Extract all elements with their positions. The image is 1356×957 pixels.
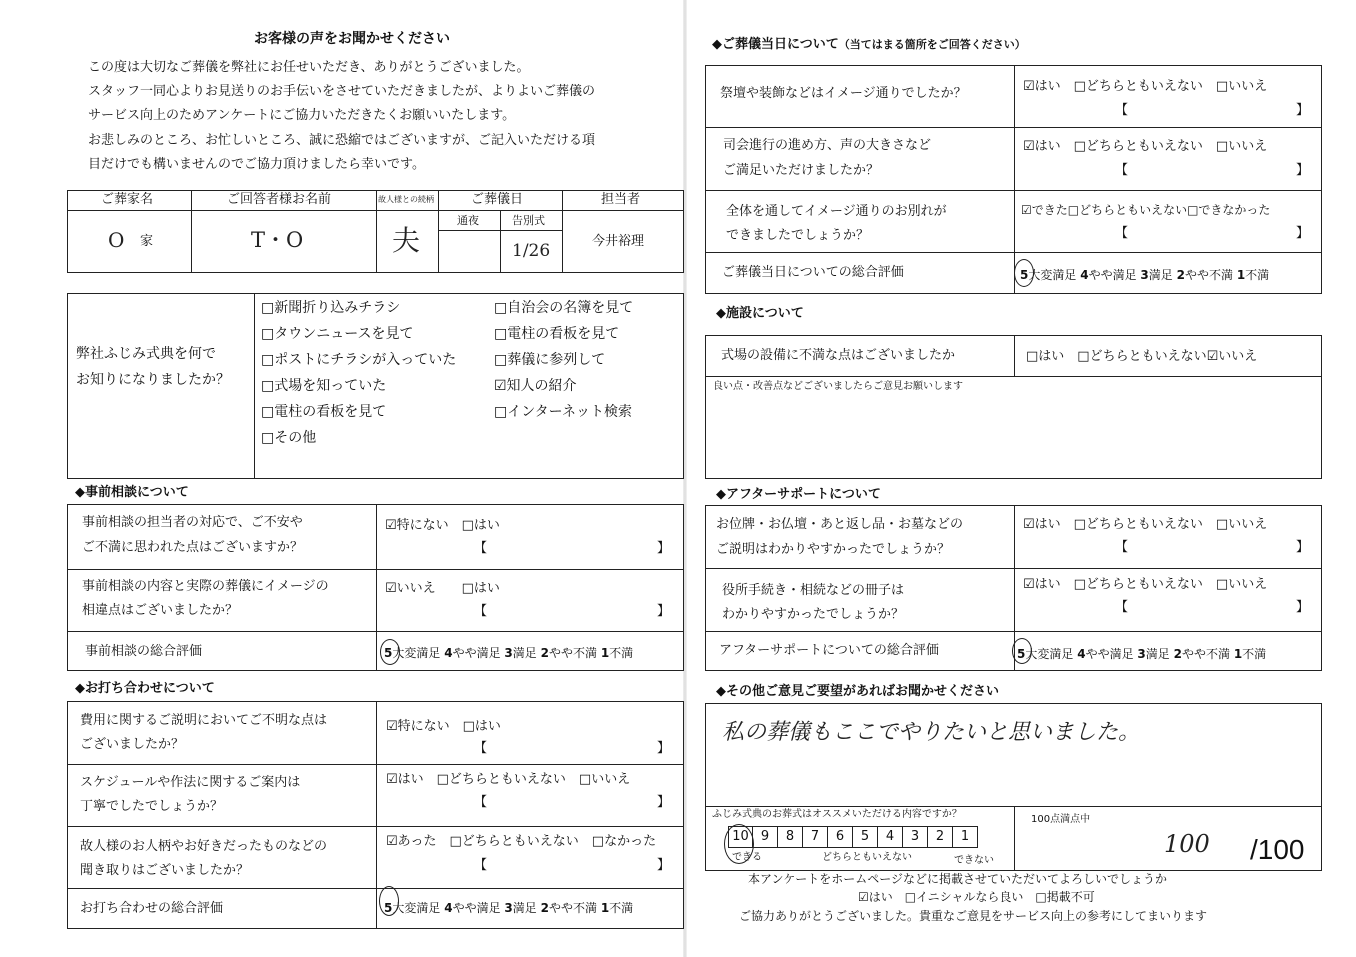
rating-circle [380,639,400,665]
divider [438,190,439,273]
rating-circle [379,886,399,916]
question-text: ございましたか？ [80,737,185,752]
comment-note: 良い点・改善点などございましたらご意見お願いします [713,381,963,392]
source-option[interactable]: □ポストにチラシが入っていた [261,352,457,368]
intro-line: この度は大切なご葬儀を弊社にお任せいただき、ありがとうございました。 [88,60,530,75]
question-text: 費用に関するご説明においてご不明な点は [80,713,328,728]
publish-question: 本アンケートをホームページなどに掲載させていただいてよろしいでしょうか [748,872,1168,886]
comment-bracket: 【 [1115,163,1129,178]
source-question: お知りになりましたか？ [76,372,230,388]
scale-cell[interactable]: 2 [928,826,953,848]
question-text: 聞き取りはございましたか？ [80,863,250,878]
answer-options[interactable]: ☑はい □どちらともいえない □いいえ [1023,79,1268,94]
question-text: ご葬儀当日についての総合評価 [722,265,904,280]
comment-bracket: 】 [1296,163,1310,178]
divider [1014,335,1015,376]
answer-options[interactable]: ☑はい □どちらともいえない □いいえ [386,772,631,787]
respondent-name: T・O [251,228,304,252]
comment-bracket: 】 [657,541,671,556]
scale-cell[interactable]: 7 [803,826,828,848]
question-text: 司会進行の進め方、声の大きさなど [723,138,932,153]
answer-options[interactable]: ☑はい □どちらともいえない □いいえ [1023,517,1268,532]
header-staff: 担当者 [601,192,641,207]
answer-options[interactable]: ☑できた□どちらともいえない□できなかった [1021,203,1271,217]
source-option[interactable]: □その他 [261,430,317,446]
question-text: 事前相談の内容と実際の葬儀にイメージの [82,579,329,594]
header-relation: 故人様との続柄 [378,195,434,204]
answer-options[interactable]: ☑特にない □はい [385,518,500,533]
question-text: 相違点はございましたか？ [82,603,239,618]
recommend-scale[interactable] [728,826,978,848]
question-text: 祭壇や装飾などはイメージ通りでしたか？ [720,86,967,101]
comment-bracket: 】 [657,604,671,619]
family-suffix: 家 [140,234,154,249]
section-heading: ◆その他ご意見ご要望があればお聞かせください [716,684,999,699]
recommend-question: ふじみ式典のお葬式はオススメいただける内容ですか？ [712,809,962,820]
source-option[interactable]: □新聞折り込みチラシ [261,300,401,316]
comment-bracket: 【 [474,541,488,556]
comment-bracket: 】 [657,858,671,873]
question-text: 丁寧でしたでしょうか？ [80,799,224,814]
question-text: 事前相談の総合評価 [85,644,203,659]
header-name: ご回答者様お名前 [227,192,332,207]
scale-cell[interactable]: 9 [753,826,778,848]
header-date: ご葬儀日 [471,192,524,207]
scale-label: どちらともいえない [822,852,912,863]
question-text: わかりやすかったでしょうか？ [722,607,905,622]
intro-line: サービス向上のためアンケートにご協力いただきたくお願いいたします。 [88,108,516,123]
divider [376,504,377,671]
divider [376,701,377,929]
question-text: ご満足いただけましたか？ [723,163,880,178]
source-option[interactable]: □自治会の名簿を見て [494,300,634,316]
comment-bracket: 【 [1115,226,1129,241]
scale-cell[interactable]: 5 [853,826,878,848]
source-option[interactable]: □電柱の看板を見て [494,326,620,342]
staff-name: 今井裕理 [592,234,645,249]
answer-options[interactable]: □はい □どちらともいえない☑いいえ [1026,349,1258,364]
scale-label: できる [732,852,762,863]
comment-bracket: 【 [474,858,488,873]
source-question: 弊社ふじみ式典を何で [76,346,216,362]
rating-circle [1012,638,1032,664]
rating-scale[interactable]: 5大変満足 4やや満足 3満足 2やや不満 1不満 [384,646,634,660]
answer-options[interactable]: ☑はい □どちらともいえない □いいえ [1023,139,1268,154]
scale-cell[interactable]: 10 [728,826,753,848]
handwritten-comment: 私の葬儀もここでやりたいと思いました。 [722,720,1141,745]
comment-bracket: 】 [1296,600,1310,615]
scale-cell[interactable]: 8 [778,826,803,848]
question-text: お打ち合わせの総合評価 [80,901,224,916]
divider [191,190,192,273]
answer-options[interactable]: ☑はい □どちらともいえない □いいえ [1023,577,1268,592]
header-kokubetsu: 告別式 [512,214,545,227]
section-heading: ◆アフターサポートについて [716,487,881,502]
question-text: お位牌・お仏壇・あと返し品・お墓などの [716,517,964,532]
scale-label: できない [954,855,994,866]
comment-bracket: 【 [474,741,488,756]
comment-bracket: 】 [1296,226,1310,241]
question-text: できましたでしょうか？ [726,228,870,243]
score-label: 100点満点中 [1031,814,1091,825]
answer-options[interactable]: ☑あった □どちらともいえない □なかった [386,834,657,849]
source-option[interactable]: □葬儀に参列して [494,352,606,368]
section-heading: ◆施設について [716,306,804,321]
intro-line: お悲しみのところ、お忙しいところ、誠に恐縮ではございますが、ご記入いただける項 [88,133,596,148]
question-text: ご説明はわかりやすかったでしょうか？ [716,542,951,557]
facility-comment-area[interactable] [710,396,1316,474]
handwritten-score: 100 [1164,830,1210,858]
comment-bracket: 【 [1115,540,1129,555]
rating-scale[interactable]: 5大変満足 4やや満足 3満足 2やや不満 1不満 [384,901,634,915]
relation: 夫 [392,224,421,257]
question-text: スケジュールや作法に関するご案内は [80,775,301,790]
comment-bracket: 】 [657,741,671,756]
scale-cell[interactable]: 3 [903,826,928,848]
divider [376,190,377,273]
section-heading: ◆お打ち合わせについて [75,681,215,696]
family-name: O [108,228,125,252]
answer-options[interactable]: ☑いいえ □はい [385,581,500,596]
scale-cell[interactable]: 1 [953,826,978,848]
kokubetsu-date: 1/26 [512,241,551,261]
question-text: アフターサポートについての総合評価 [719,643,939,658]
score-max: /100 [1250,834,1305,865]
intro-line: 目だけでも構いませんのでご協力頂けましたら幸いです。 [88,157,425,172]
section-heading: ◆ご葬儀当日について（当てはまる箇所をご回答ください） [712,37,1026,52]
source-option[interactable]: ☑知人の紹介 [494,378,577,394]
header-family: ご葬家名 [101,192,154,207]
survey-title: お客様の声をお聞かせください [254,31,450,47]
rating-scale[interactable]: 5大変満足 4やや満足 3満足 2やや不満 1不満 [1020,268,1270,282]
comment-bracket: 【 [1115,103,1129,118]
comment-bracket: 【 [1115,600,1129,615]
source-option[interactable]: □電柱の看板を見て [261,404,387,420]
divider [500,210,501,273]
divider [705,376,1322,377]
question-text: 全体を通してイメージ通りのお別れが [726,204,947,219]
question-text: 事前相談の担当者の対応で、ご不安や [82,515,303,530]
scale-cell[interactable]: 4 [878,826,903,848]
answer-options[interactable]: ☑特にない □はい [386,719,501,734]
comment-bracket: 】 [657,795,671,810]
source-option[interactable]: □インターネット検索 [494,404,632,420]
divider [254,293,255,479]
intro-line: スタッフ一同心よりお見送りのお手伝いをさせていただきましたが、よりよいご葬儀の [88,84,596,99]
source-option[interactable]: □式場を知っていた [261,378,387,394]
question-text: 役所手続き・相続などの冊子は [722,583,905,598]
thanks-text: ご協力ありがとうございました。貴重なご意見をサービス向上の参考にしてまいります [739,909,1208,923]
section-heading: ◆事前相談について [75,485,189,500]
rating-scale[interactable]: 5大変満足 4やや満足 3満足 2やや不満 1不満 [1017,647,1267,661]
question-text: 故人様のお人柄やお好きだったものなどの [80,839,328,854]
divider [1014,65,1015,294]
comment-bracket: 【 [474,604,488,619]
scale-cell[interactable]: 6 [828,826,853,848]
question-text: 式場の設備に不満な点はございましたか [721,348,956,363]
question-text: ご不満に思われた点はございますか？ [82,540,304,555]
publish-options[interactable]: ☑はい □イニシャルなら良い □掲載不可 [858,890,1095,904]
divider [438,230,562,231]
comment-bracket: 】 [1296,103,1310,118]
header-tsuya: 通夜 [457,214,479,227]
rating-circle [1014,259,1034,287]
source-option[interactable]: □タウンニュースを見て [261,326,414,342]
divider [1014,806,1015,871]
comment-bracket: 】 [1296,540,1310,555]
divider [562,190,563,273]
comment-bracket: 【 [474,795,488,810]
